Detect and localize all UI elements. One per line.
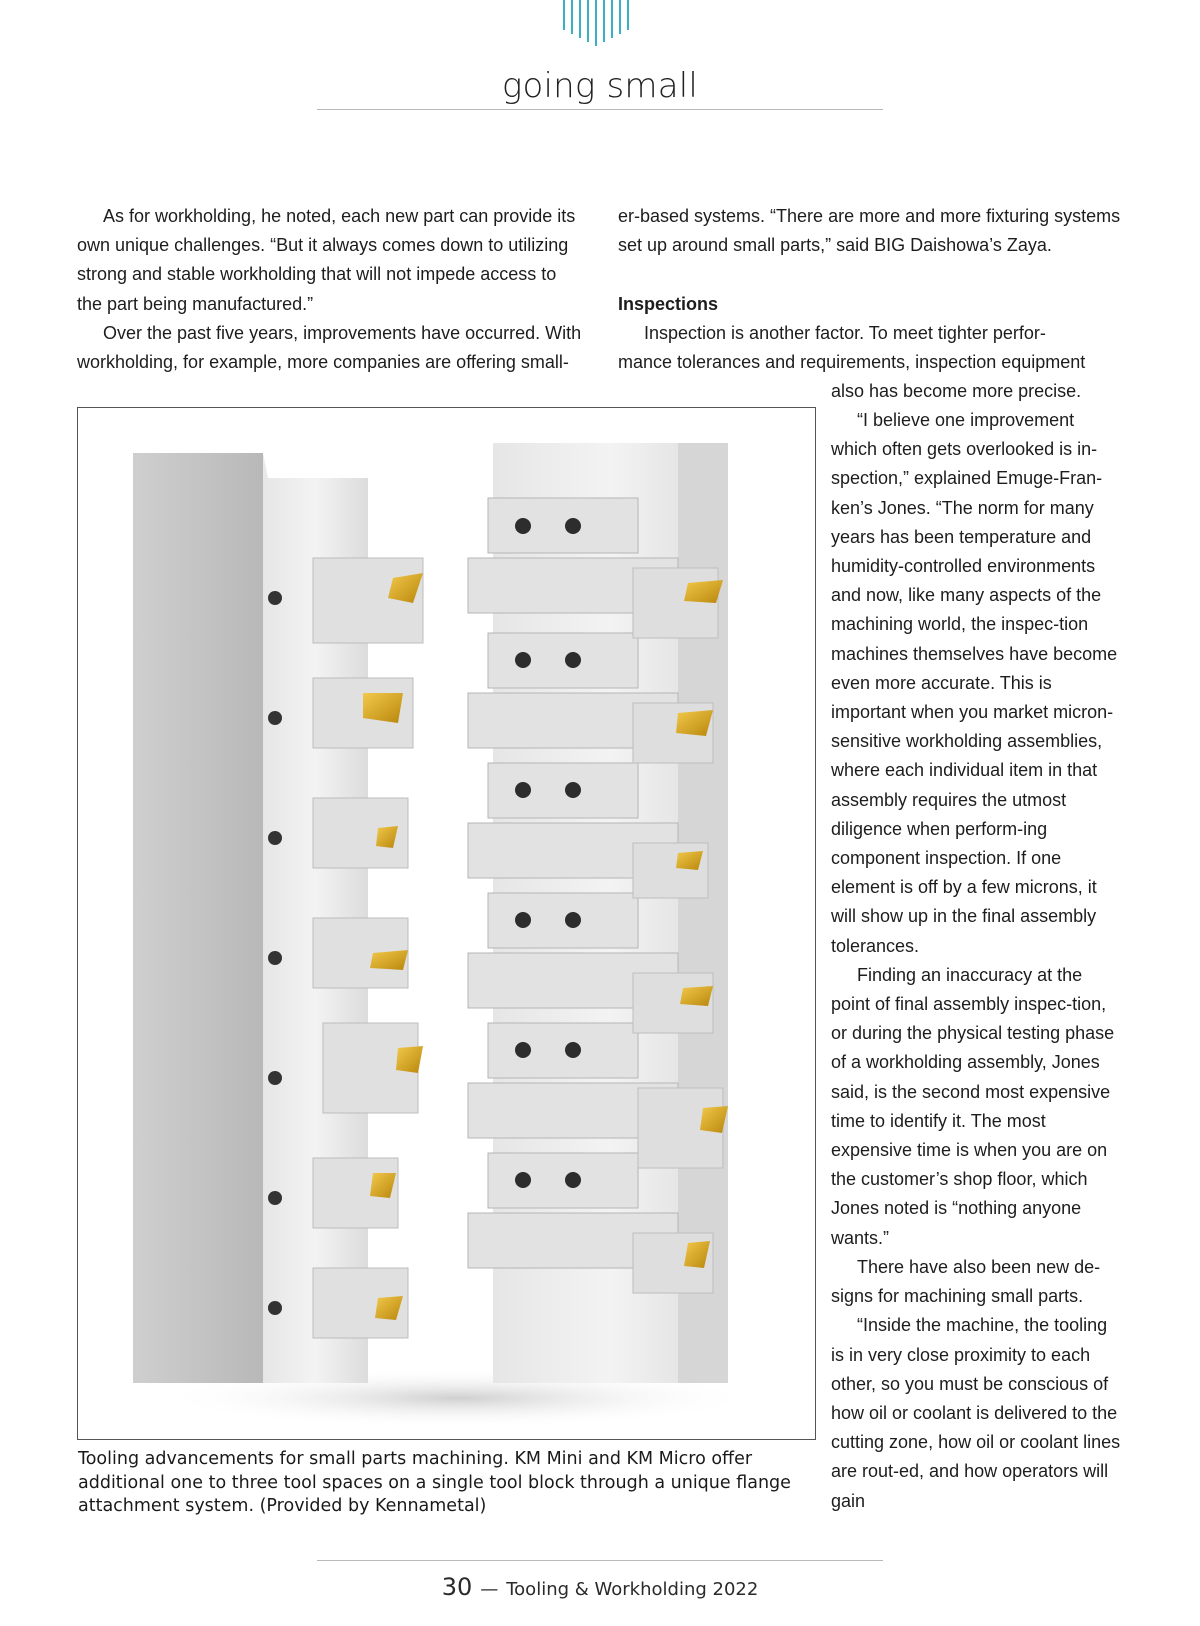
tooling-figure xyxy=(77,407,816,1440)
subhead-inspections: Inspections xyxy=(618,293,719,314)
paragraph-line: mance tolerances and requirements, inspection equipment xyxy=(618,352,1086,372)
paragraph: “Inside the machine, the tooling is in very close proximity to each other, so you must be conscious of how oil or coolant is delivered to the cutting zone, how oil or coolant lines are rout-ed, and how operators will gain xyxy=(831,1315,1121,1511)
paragraph: Finding an inaccuracy at the point of final assembly inspec-tion, or during the physical testing phase of a workholding assembly, Jones said, is the second most expensive time to identify it. The most expensive time is when you are on the customer’s shop floor, which Jones noted is “nothing anyone wants.” xyxy=(831,964,1115,1248)
paragraph: As for workholding, he noted, each new part can provide its own unique challenges. “But it always comes down to utilizing strong and stable workholding that will not impede access to the part being manufactured.” xyxy=(77,206,576,314)
figure-caption: Tooling advancements for small parts machining. KM Mini and KM Micro offer additional one to three tool spaces on a single tool block through a unique flange attachment system. (Provided by Kennametal) xyxy=(78,1449,791,1516)
paragraph: “I believe one improvement which often gets overlooked is in-spection,” explained Emuge-Fran-ken’s Jones. “The norm for many years has been temperature and humidity-controlled environments and now, like many aspects of the machining world, the inspec-tion machines themselves have become even more accurate. This is important when you market micron-sensitive workholding assemblies, where each individual item in that assembly requires the utmost diligence when perform-ing component inspection. If one element is off by a few microns, it will show up in the final assembly tolerances. xyxy=(831,410,1118,956)
article-column-narrow xyxy=(831,406,1121,1516)
footer-rule xyxy=(317,1560,883,1561)
paragraph-line: Inspection is another factor. To meet tighter perfor- xyxy=(644,322,1046,343)
paragraph: Over the past five years, improvements have occurred. With workholding, for example, more companies are offering small- xyxy=(77,322,582,373)
paragraph: There have also been new de-signs for machining small parts. xyxy=(831,1256,1101,1307)
page-footer xyxy=(0,1573,1200,1601)
header-rule xyxy=(317,109,883,110)
paragraph-continuation: er-based systems. “There are more and more fixturing systems set up around small parts,” said BIG Daishowa’s Zaya. xyxy=(618,206,1121,256)
section-title: going small xyxy=(501,66,699,106)
tool-block-illustration xyxy=(78,408,815,1439)
header-decorative-lines xyxy=(560,0,640,46)
article-column-right xyxy=(618,202,1123,406)
page-number: 30 xyxy=(441,1573,473,1601)
article-column-left xyxy=(77,202,582,377)
footer-separator: — xyxy=(480,1579,499,1600)
paragraph-line: also has become more precise. xyxy=(831,381,1082,402)
publication-name: Tooling & Workholding 2022 xyxy=(506,1579,759,1600)
right-tool-block xyxy=(468,443,728,1383)
